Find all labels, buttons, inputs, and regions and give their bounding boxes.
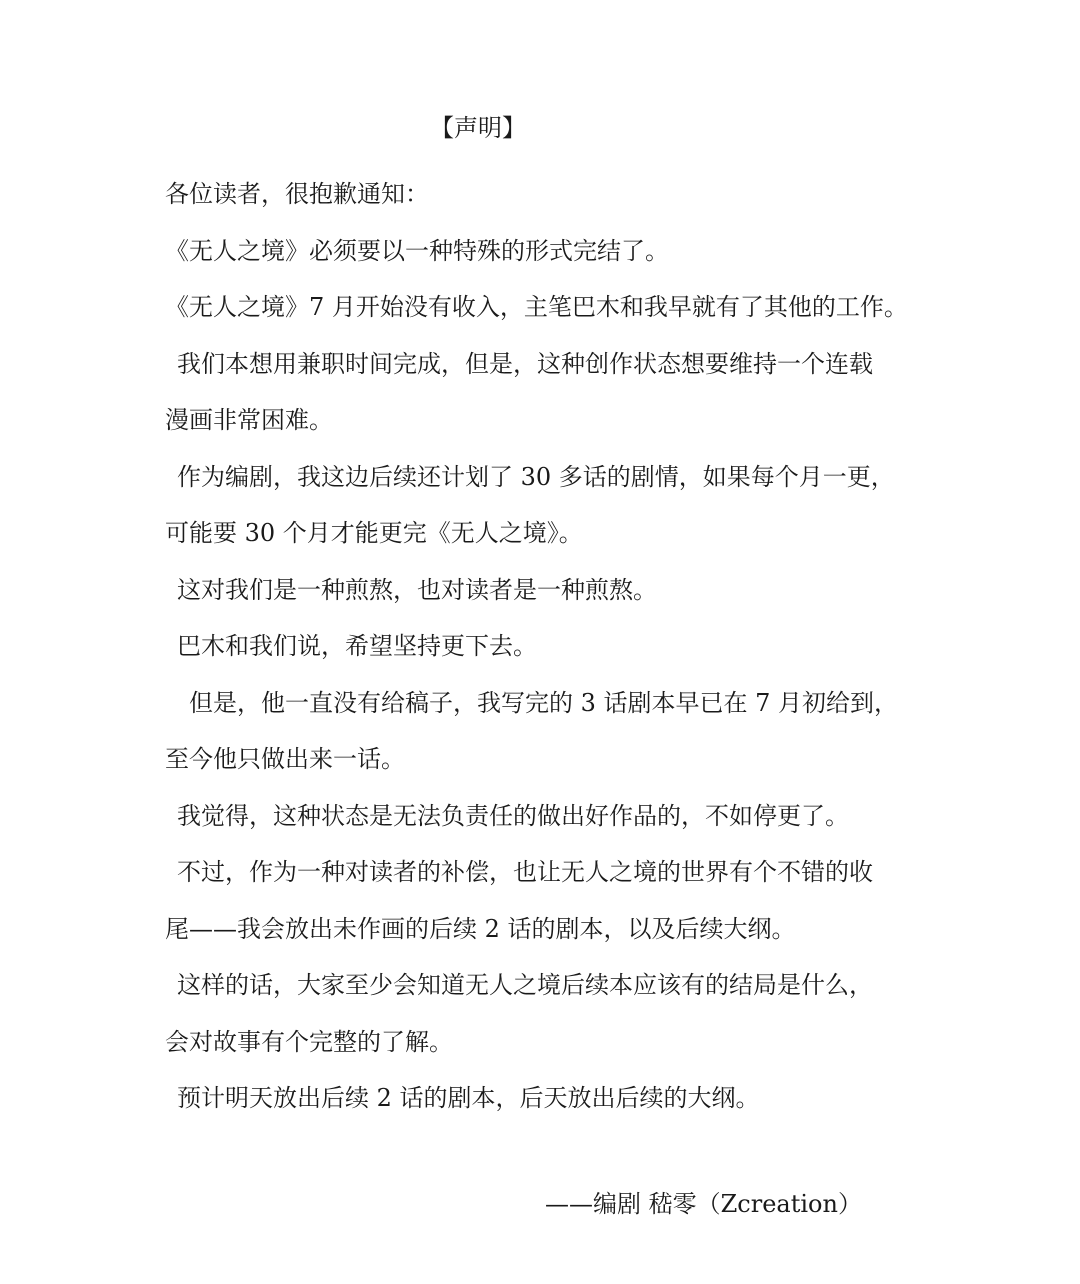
paragraph-line: 作为编剧，我这边后续还计划了 30 多话的剧情，如果每个月一更， [177, 462, 895, 491]
paragraph-line: 会对故事有个完整的了解。 [165, 1027, 453, 1056]
paragraph-line: 尾——我会放出未作画的后续 2 话的剧本，以及后续大纲。 [165, 914, 796, 943]
paragraph-line: 巴木和我们说，希望坚持更下去。 [177, 632, 537, 660]
author-signature: ——编剧 嵇零（Zcreation） [545, 1190, 862, 1218]
paragraph-line: 但是，他一直没有给稿子，我写完的 3 话剧本早已在 7 月初给到， [189, 688, 899, 717]
paragraph-line: 《无人之境》必须要以一种特殊的形式完结了。 [165, 236, 669, 265]
paragraph-line: 这样的话，大家至少会知道无人之境后续本应该有的结局是什么， [177, 971, 873, 999]
paragraph-line: 《无人之境》7 月开始没有收入，主笔巴木和我早就有了其他的工作。 [165, 293, 908, 321]
paragraph-line: 各位读者，很抱歉通知： [165, 180, 429, 208]
paragraph-line: 至今他只做出来一话。 [165, 745, 405, 773]
paragraph-line: 这对我们是一种煎熬，也对读者是一种煎熬。 [177, 575, 657, 604]
paragraph-line: 我们本想用兼职时间完成，但是，这种创作状态想要维持一个连载 [177, 349, 873, 378]
paragraph-line: 不过，作为一种对读者的补偿，也让无人之境的世界有个不错的收 [177, 858, 873, 886]
document-title: 【声明】 [430, 114, 526, 142]
paragraph-line: 可能要 30 个月才能更完《无人之境》。 [165, 519, 583, 547]
paragraph-line: 预计明天放出后续 2 话的剧本，后天放出后续的大纲。 [177, 1084, 760, 1112]
paragraph-line: 漫画非常困难。 [165, 406, 333, 434]
paragraph-line: 我觉得，这种状态是无法负责任的做出好作品的，不如停更了。 [177, 801, 849, 830]
document-body [165, 166, 925, 1127]
